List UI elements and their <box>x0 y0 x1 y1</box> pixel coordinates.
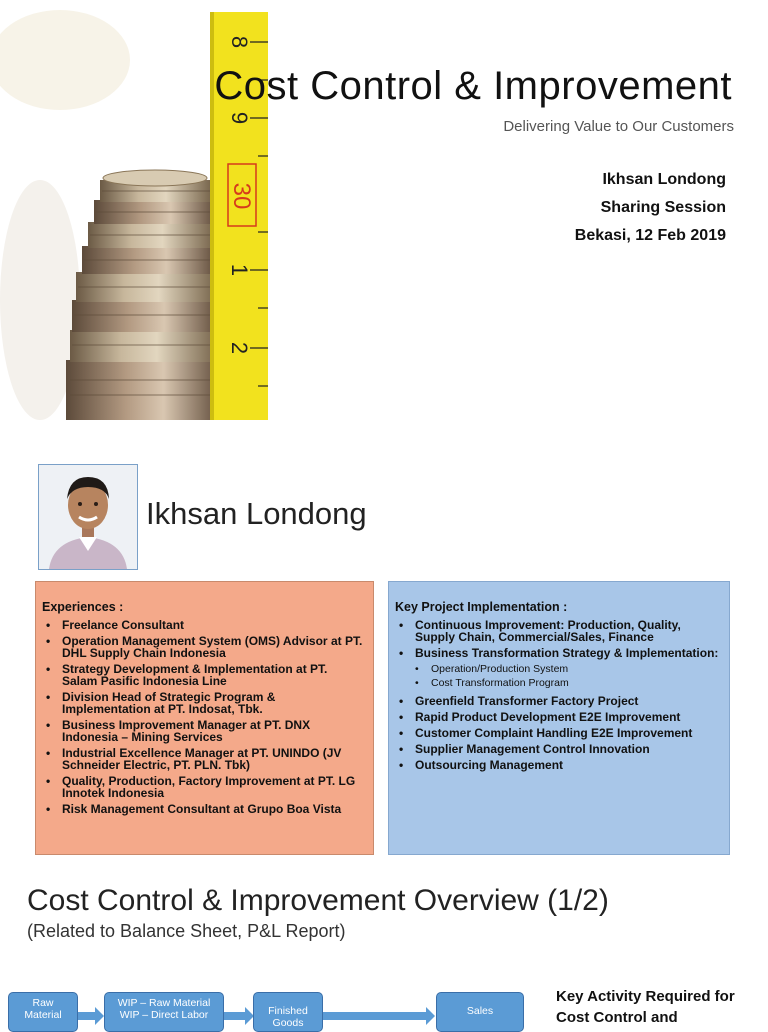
list-item: • Customer Complaint Handling E2E Improvement <box>409 727 721 739</box>
list-item: • Strategy Development & Implementation at PT. Salam Pasific Indonesia Line <box>56 663 365 687</box>
list-item: • Business Improvement Manager at PT. DNX Indonesia – Mining Services <box>56 719 365 743</box>
projects-box <box>388 581 730 855</box>
session-type: Sharing Session <box>600 199 726 216</box>
list-item: • Risk Management Consultant at Grupo Boa Vista <box>56 803 365 815</box>
experiences-box <box>35 581 374 855</box>
flow-arrow <box>224 1012 246 1020</box>
tape-number-8: 8 <box>227 35 252 49</box>
sub-list-item: • Cost Transformation Program <box>409 677 721 689</box>
list-item: • Division Head of Strategic Program & Implementation at PT. Indosat, Tbk. <box>56 691 365 715</box>
flow-sales-label: Sales <box>466 1005 494 1017</box>
projects-list <box>395 619 721 771</box>
slide-title: Cost Control & Improvement <box>214 64 732 108</box>
flow-arrow <box>323 1012 427 1020</box>
flow-wip-labor-label: WIP – Direct Labor <box>119 1009 209 1021</box>
slide-subtitle: Delivering Value to Our Customers <box>503 118 734 135</box>
key-activity-line-1: Key Activity Required for <box>556 988 735 1005</box>
key-activity-line-2: Cost Control and <box>556 1009 678 1026</box>
list-item: • Greenfield Transformer Factory Project <box>409 695 721 707</box>
flow-finished-goods <box>253 992 323 1032</box>
profile-name: Ikhsan Londong <box>146 496 367 531</box>
flow-wip <box>104 992 224 1032</box>
coins-and-tape-image <box>0 0 270 420</box>
presenter-info <box>575 166 726 250</box>
list-item: • Industrial Excellence Manager at PT. UNINDO (JV Schneider Electric, PT. PLN. Tbk) <box>56 747 365 771</box>
list-item: • Quality, Production, Factory Improvement at PT. LG Innotek Indonesia <box>56 775 365 799</box>
tape-number-30: 30 <box>228 182 255 210</box>
profile-photo <box>38 464 138 570</box>
overview-subtitle: (Related to Balance Sheet, P&L Report) <box>27 921 346 941</box>
session-place-date: Bekasi, 12 Feb 2019 <box>574 227 726 244</box>
flow-wip-raw-label: WIP – Raw Material <box>117 997 211 1009</box>
title-slide <box>0 0 768 420</box>
sub-list-item: • Operation/Production System <box>409 663 721 675</box>
person-avatar-icon <box>39 465 137 569</box>
list-item: • Continuous Improvement: Production, Quality, Supply Chain, Commercial/Sales, Finance <box>409 619 721 643</box>
tape-number-9: 9 <box>227 111 252 125</box>
flow-arrow <box>78 1012 96 1020</box>
list-item: • Operation Management System (OMS) Advisor at PT. DHL Supply Chain Indonesia <box>56 635 365 659</box>
list-item: • Freelance Consultant <box>56 619 365 631</box>
flow-sales <box>436 992 524 1032</box>
flow-raw-label: Raw Material <box>24 997 62 1021</box>
tape-number-2: 2 <box>227 341 252 355</box>
flow-finished-label: Finished Goods <box>268 1005 308 1029</box>
list-item: • Business Transformation Strategy & Implementation: <box>409 647 721 659</box>
key-activity-heading <box>556 986 735 1028</box>
projects-heading: Key Project Implementation : <box>395 600 568 614</box>
overview-title: Cost Control & Improvement Overview (1/2) <box>27 884 609 917</box>
tape-number-1: 1 <box>227 263 252 277</box>
list-item: • Supplier Management Control Innovation <box>409 743 721 755</box>
flow-raw-material <box>8 992 78 1032</box>
experiences-heading: Experiences : <box>42 600 124 614</box>
list-item: • Rapid Product Development E2E Improvement <box>409 711 721 723</box>
list-item: • Outsourcing Management <box>409 759 721 771</box>
presenter-name: Ikhsan Londong <box>602 171 726 188</box>
experiences-list <box>42 619 365 815</box>
